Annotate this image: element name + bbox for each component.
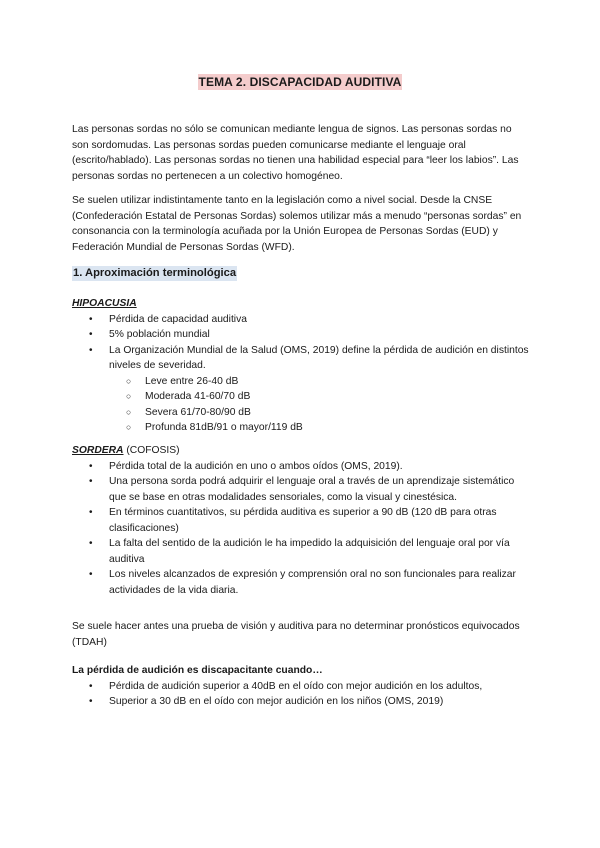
list-item-severity [72, 343, 530, 436]
severity-level-item: ○ Profunda 81dB/91 o mayor/119 dB [109, 420, 530, 436]
intro-paragraph-1: Las personas sordas no sólo se comunican mediante lengua de signos. Las personas sordas no son sordomudas. Las personas sordas pueden comunicarse mediante el lenguaje oral (escrito/hablado). Las personas sordas no tienen una habilidad especial para “leer los labios”. Las personas sordas no pertenecen a un colectivo homogéneo. [72, 124, 519, 182]
perdida-heading: La pérdida de audición es discapacitante cuando… [72, 665, 323, 676]
sordera-heading-suffix: (COFOSIS) [123, 445, 180, 456]
page-title: TEMA 2. DISCAPACIDAD AUDITIVA [198, 75, 402, 89]
hipoacusia-section [72, 296, 530, 436]
sordera-heading-line [72, 443, 530, 459]
list-item: • Una persona sorda podrá adquirir el lenguaje oral a través de un aprendizaje sistemático que se base en otras modalidades sensoriales, como la visual y cinestésica. [72, 474, 530, 505]
severity-levels-list [109, 374, 530, 436]
prueba-paragraph: Se suele hacer antes una prueba de visión y auditiva para no determinar pronósticos equivocados (TDAH) [72, 621, 520, 648]
perdida-section [72, 663, 530, 710]
severity-level-item: ○ Severa 61/70-80/90 dB [109, 405, 530, 421]
list-item: • En términos cuantitativos, su pérdida auditiva es superior a 90 dB (120 dB para otras clasificaciones) [72, 505, 530, 536]
severity-level-item: ○ Moderada 41-60/70 dB [109, 389, 530, 405]
severity-level-item: ○ Leve entre 26-40 dB [109, 374, 530, 390]
perdida-list [72, 679, 530, 710]
sordera-list [72, 459, 530, 599]
section-heading-terminologia: 1. Aproximación terminológica [73, 267, 237, 279]
sordera-section [72, 443, 530, 598]
intro-paragraph-2: Se suelen utilizar indistintamente tanto en la legislación como a nivel social. Desde la CNSE (Confederación Estatal de Personas Sordas) solemos utilizar más a menudo “personas sordas” en consonancia con la terminología acuñada por la Unión Europea de Personas Sordas (EUD) y Federación Mundial de Personas Sordas (WFD). [72, 195, 522, 253]
list-item: • 5% población mundial [72, 327, 530, 343]
list-item: • Pérdida de audición superior a 40dB en el oído con mejor audición en los adultos, [72, 679, 530, 695]
title-wrapper [0, 74, 600, 92]
list-item: • Pérdida total de la audición en uno o ambos oídos (OMS, 2019). [72, 459, 530, 475]
list-item-text: La Organización Mundial de la Salud (OMS, 2019) define la pérdida de audición en distintos niveles de severidad. [109, 344, 529, 371]
hipoacusia-list [72, 312, 530, 436]
list-item: • Los niveles alcanzados de expresión y comprensión oral no son funcionales para realizar actividades de la vida diaria. [72, 567, 530, 598]
hipoacusia-heading: HIPOACUSIA [72, 298, 137, 309]
list-item: • La falta del sentido de la audición le ha impedido la adquisición del lenguaje oral por vía auditiva [72, 536, 530, 567]
hipoacusia-heading-line [72, 296, 530, 312]
list-item: • Pérdida de capacidad auditiva [72, 312, 530, 328]
list-item: • Superior a 30 dB en el oído con mejor audición en los niños (OMS, 2019) [72, 694, 530, 710]
sordera-heading: SORDERA [72, 445, 124, 456]
